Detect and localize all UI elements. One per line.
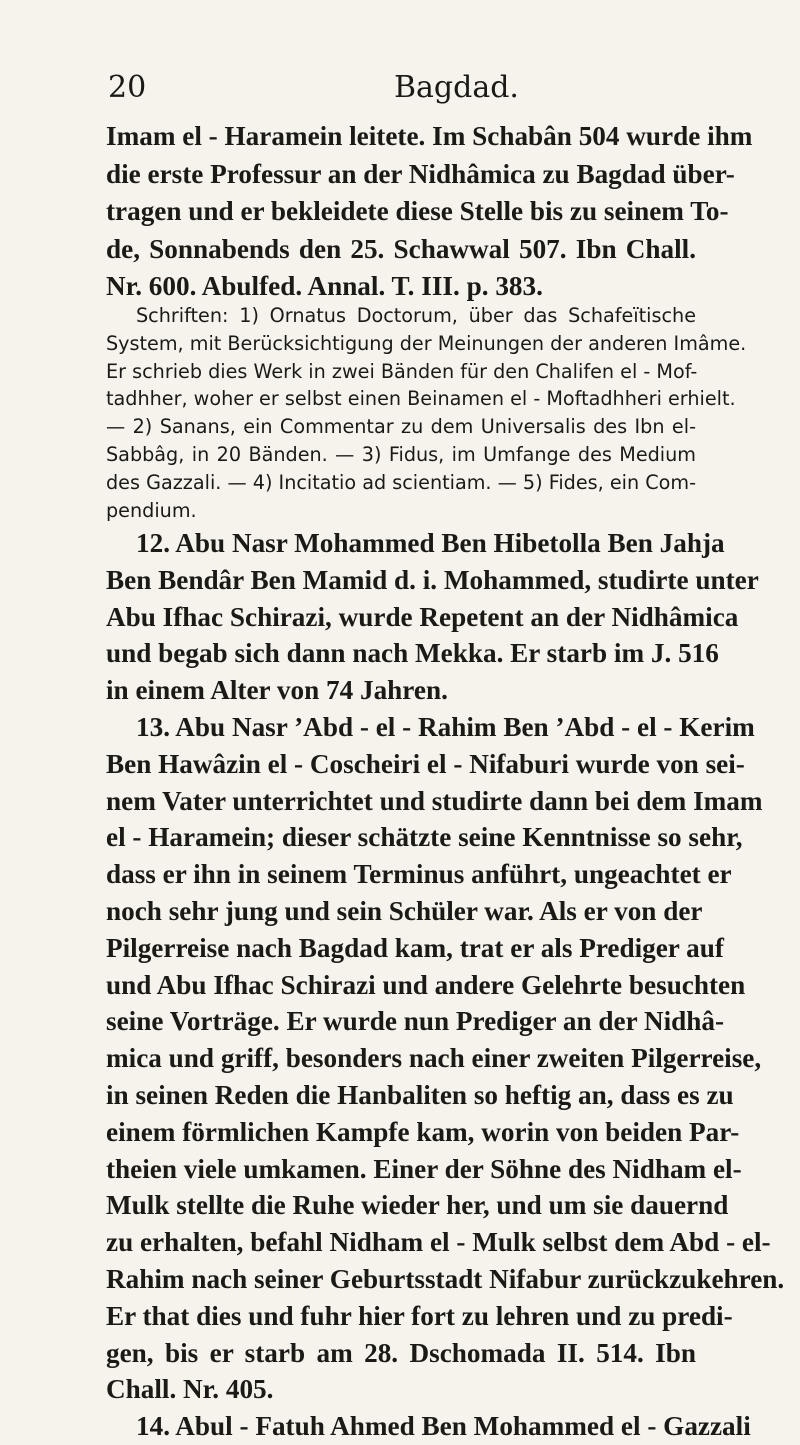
text-line: de, Sonnabends den 25. Schawwal 507. Ibn Chall. [106, 233, 696, 264]
writings-paragraph [106, 302, 747, 524]
paragraph-1 [106, 118, 753, 306]
page-header [104, 70, 704, 110]
text-line: Rahim nach seiner Geburtsstadt Nifabur zurückzukehren. [106, 1263, 785, 1294]
text-line: des Gazzali. — 4) Incitatio ad scientiam. — 5) Fides, ein Com- [106, 470, 696, 494]
text-line: Er that dies und fuhr hier fort zu lehren und zu predi- [106, 1300, 733, 1331]
entries-block [106, 525, 785, 1445]
text-line: nem Vater unterrichtet und studirte dann bei dem Imam [106, 785, 763, 816]
text-line: die erste Professur an der Nidhâmica zu Bagdad über- [106, 158, 735, 189]
text-line: Ben Bendâr Ben Mamid d. i. Mohammed, studirte unter [106, 564, 759, 595]
text-line: Chall. Nr. 405. [106, 1374, 274, 1405]
text-line: Mulk stellte die Ruhe wieder her, und um sie dauernd [106, 1190, 729, 1221]
text-line: Pilgerreise nach Bagdad kam, trat er als Prediger auf [106, 932, 724, 963]
text-line: Imam el - Haramein leitete. Im Schabân 504 wurde ihm [106, 121, 753, 151]
text-line: seine Vorträge. Er wurde nun Prediger an der Nidhâ- [106, 1006, 725, 1037]
page-number: 20 [108, 70, 147, 105]
text-line: einem förmlichen Kampfe kam, worin von beiden Par- [106, 1116, 740, 1147]
text-line: noch sehr jung und sein Schüler war. Als er von der [106, 895, 703, 926]
text-line: Sabbâg, in 20 Bänden. — 3) Fidus, im Umfange des Medium [106, 442, 696, 466]
text-line: System, mit Berücksichtigung der Meinungen der anderen Imâme. [106, 331, 747, 355]
text-line: Schriften: 1) Ornatus Doctorum, über das Schafeïtische [136, 304, 696, 327]
text-line: tragen und er bekleidete diese Stelle bis zu seinem To- [106, 196, 729, 227]
text-line: 12. Abu Nasr Mohammed Ben Hibetolla Ben Jahja [136, 528, 725, 558]
text-line: dass er ihn in seinem Terminus anführt, ungeachtet er [106, 859, 732, 890]
text-line: mica und griff, besonders nach einer zweiten Pilgerreise, [106, 1043, 762, 1074]
text-line: pendium. [106, 498, 197, 522]
text-line: 14. Abul - Fatuh Ahmed Ben Mohammed el - Gazzali [136, 1411, 751, 1442]
text-line: Nr. 600. Abulfed. Annal. T. III. p. 383. [106, 271, 543, 302]
entry-12 [106, 525, 759, 709]
text-line: tadhher, woher er selbst einen Beinamen el - Moftadhheri erhielt. [106, 387, 736, 411]
text-line: in einem Alter von 74 Jahren. [106, 675, 448, 706]
text-line: zu erhalten, befahl Nidham el - Mulk selbst dem Abd - el- [106, 1227, 771, 1258]
entry-13 [106, 709, 785, 1408]
text-line: und begab sich dann nach Mekka. Er starb im J. 516 [106, 638, 719, 669]
text-line: in seinen Reden die Hanbaliten so heftig an, dass es zu [106, 1079, 734, 1110]
running-title: Bagdad. [394, 70, 519, 105]
text-line: — 2) Sanans, ein Commentar zu dem Universalis des Ibn el- [106, 415, 696, 439]
text-line: Abu Ifhac Schirazi, wurde Repetent an der Nidhâmica [106, 601, 739, 632]
text-line: el - Haramein; dieser schätzte seine Kenntnisse so sehr, [106, 822, 743, 853]
text-line: 13. Abu Nasr ’Abd - el - Rahim Ben ’Abd - el - Kerim [136, 711, 755, 742]
text-line: theien viele umkamen. Einer der Söhne des Nidham el- [106, 1153, 742, 1184]
text-line: Er schrieb dies Werk in zwei Bänden für den Chalifen el - Mof- [106, 359, 698, 383]
text-line: und Abu Ifhac Schirazi und andere Gelehrte besuchten [106, 969, 746, 1000]
text-line: gen, bis er starb am 28. Dschomada II. 514. Ibn [106, 1337, 696, 1368]
text-line: Ben Hawâzin el - Coscheiri el - Nifaburi wurde von sei- [106, 748, 745, 779]
